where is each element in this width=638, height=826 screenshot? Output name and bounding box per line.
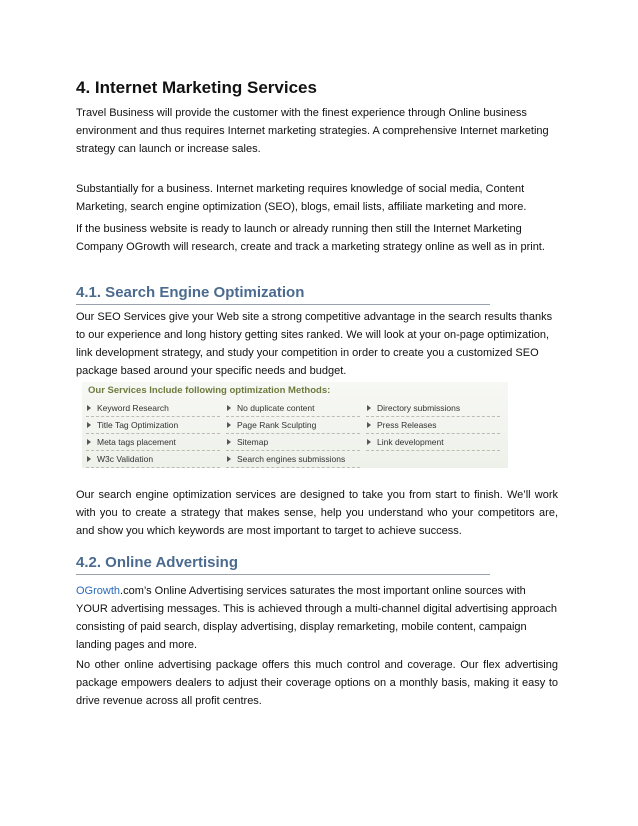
list-item: Link development [366, 434, 500, 451]
list-item: No duplicate content [226, 400, 360, 417]
list-item: W3c Validation [86, 451, 220, 468]
section-4-1-heading: 4.1. Search Engine Optimization [76, 284, 490, 305]
section-4-paragraph-2: Substantially for a business. Internet marketing requires knowledge of social media, Content Marketing, search engine optimization (SEO), blogs, email lists, affiliate marketing and more. [76, 183, 527, 213]
bullet-arrow-icon [227, 405, 231, 411]
seo-services-header: Our Services Include following optimization Methods: [88, 385, 331, 396]
seo-services-image [82, 382, 508, 468]
list-item: Keyword Research [86, 400, 220, 417]
section-4-2-heading: 4.2. Online Advertising [76, 554, 490, 575]
seo-methods-column-3 [366, 400, 500, 451]
section-4-1-paragraph-1: Our SEO Services give your Web site a strong competitive advantage in the search results thanks to our experience and long history getting sites ranked. We will look at your on-page optimization, link development strategy, and study your competition in order to create you a customized SEO package based around your specific needs and budget. [76, 311, 553, 377]
section-4-2-paragraph-1 [76, 582, 558, 654]
seo-methods-column-2 [226, 400, 360, 468]
section-4-2-paragraph-2: No other online advertising package offers this much control and coverage. Our flex advertising package empowers dealers to adjust their coverage options on a monthly basis, making it easy to drive revenue across all profit centres. [76, 659, 558, 707]
bullet-arrow-icon [367, 405, 371, 411]
list-item: Meta tags placement [86, 434, 220, 451]
bullet-arrow-icon [367, 422, 371, 428]
list-item: Sitemap [226, 434, 360, 451]
list-item: Directory submissions [366, 400, 500, 417]
bullet-arrow-icon [87, 439, 91, 445]
bullet-arrow-icon [227, 439, 231, 445]
section-4-2-paragraph-1-text: .com’s Online Advertising services saturates the most important online sources with YOUR advertising messages. This is achieved through a multi-channel digital advertising approach consisting of paid search, display advertising, display remarketing, mobile content, campaign landing pages and more. [76, 585, 557, 651]
bullet-arrow-icon [87, 456, 91, 462]
seo-methods-column-1 [86, 400, 220, 468]
bullet-arrow-icon [227, 456, 231, 462]
bullet-arrow-icon [87, 422, 91, 428]
section-4-1-paragraph-2: Our search engine optimization services are designed to take you from start to finish. We’ll work with you to create a strategy that makes sense, help you understand who your competitors are, and show you which keywords are most important to target to achieve success. [76, 489, 558, 537]
list-item: Title Tag Optimization [86, 417, 220, 434]
section-4-heading: 4. Internet Marketing Services [76, 78, 317, 97]
section-4-paragraph-3: If the business website is ready to launch or already running then still the Internet Marketing Company OGrowth will research, create and track a marketing strategy online as well as in print. [76, 223, 545, 253]
bullet-arrow-icon [227, 422, 231, 428]
list-item: Page Rank Sculpting [226, 417, 360, 434]
ogrowth-link[interactable]: OGrowth [76, 585, 121, 597]
section-4-paragraph-1: Travel Business will provide the customer with the finest experience through Online business environment and thus requires Internet marketing strategies. A comprehensive Internet marketing strategy can launch or increase sales. [76, 107, 549, 155]
bullet-arrow-icon [87, 405, 91, 411]
list-item: Search engines submissions [226, 451, 360, 468]
bullet-arrow-icon [367, 439, 371, 445]
list-item: Press Releases [366, 417, 500, 434]
